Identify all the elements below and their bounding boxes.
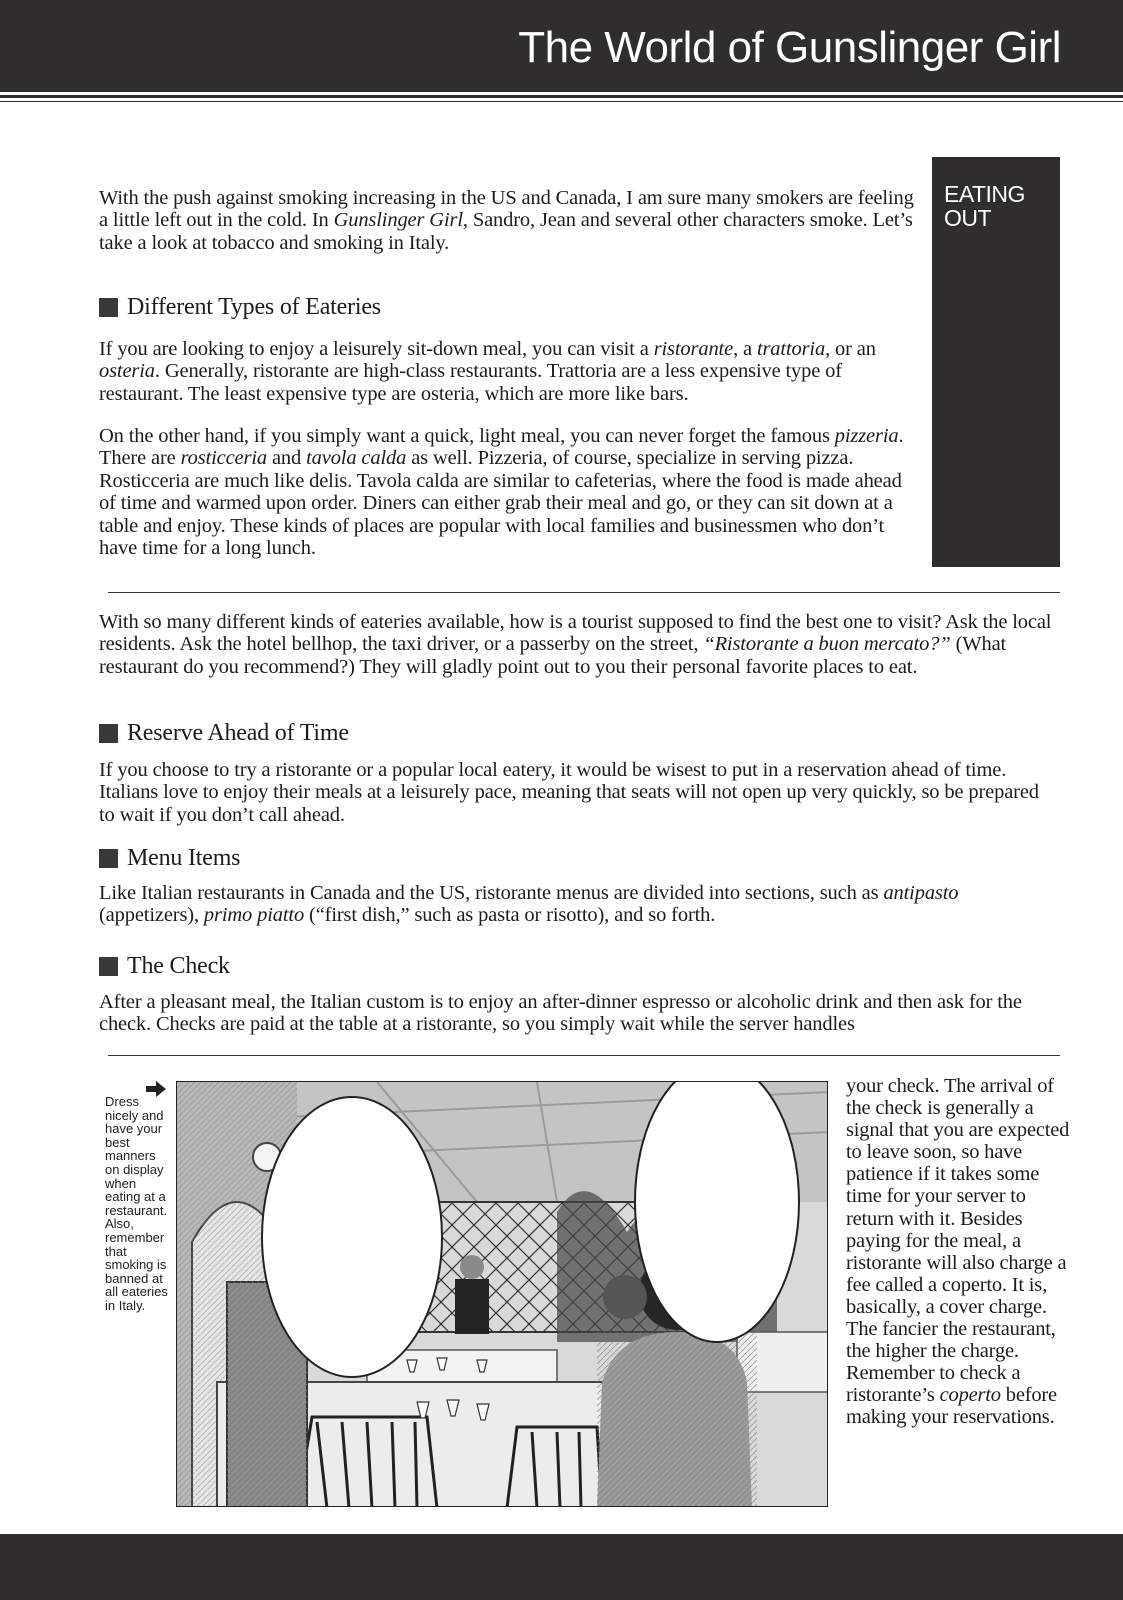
reserve-paragraph: If you choose to try a ristorante or a popular local eatery, it would be wisest to put in a reservation ahead of time. Italians love to enjoy their meals at a leisurely pace, meaning that seats will not open up very quickly, so be prepared to wait if you don’t call ahead.	[99, 759, 1039, 826]
header-rule	[0, 95, 1123, 98]
divider	[108, 1055, 1060, 1056]
section-heading-menu: Menu Items	[99, 845, 240, 871]
section-heading-reserve: Reserve Ahead of Time	[99, 720, 349, 746]
divider	[108, 592, 1060, 593]
manga-panel-illustration	[176, 1081, 828, 1507]
restaurant-scene-image	[177, 1082, 828, 1507]
eateries-paragraph-2: On the other hand, if you simply want a quick, light meal, you can never forget the famous pizzeria. There are rosticceria and tavola calda as well. Pizzeria, of course, specialize in serving pizza. Rosticceria are much like delis. Tavola calda are similar to cafeterias, where the food is made ahead of time and warmed upon order. Diners can either grab their meal and go, or they can sit down at a table and enjoy. These kinds of places are popular with local families and businessmen who don’t have time for a long lunch.	[99, 425, 904, 560]
heading-bullet-icon	[99, 957, 118, 976]
eateries-paragraph-1: If you are looking to enjoy a leisurely sit-down meal, you can visit a ristorante, a trattoria, or an osteria. Generally, ristorante are high-class restaurants. Trattoria are a less expensive type of restaurant. The least expensive type are osteria, which are more like bars.	[99, 338, 876, 405]
section-heading-check: The Check	[99, 953, 230, 979]
heading-bullet-icon	[99, 849, 118, 868]
section-heading-eateries: Different Types of Eateries	[99, 294, 381, 320]
image-caption: Dress nicely and have your best manners on display when eating at a restaurant. Also, remember that smoking is banned at all eateries in Italy.	[105, 1094, 168, 1313]
footer-bar	[0, 1534, 1123, 1600]
page-title: The World of Gunslinger Girl	[518, 23, 1061, 72]
menu-paragraph: Like Italian restaurants in Canada and the US, ristorante menus are divided into sections, such as antipasto (appetizers), primo piatto (“first dish,” such as pasta or risotto), and so forth.	[99, 882, 959, 927]
check-continued-paragraph: your check. The arrival of the check is generally a signal that you are expected to leave soon, so have patience if it takes some time for your server to return with it. Besides paying for the meal, a ristorante will also charge a fee called a coperto. It is, basically, a cover charge. The fancier the restaurant, the higher the charge. Remember to check a ristorante’s coperto before making your reservations.	[846, 1075, 1070, 1429]
eateries-paragraph-3: With so many different kinds of eateries available, how is a tourist supposed to find the best one to visit? Ask the local residents. Ask the hotel bellhop, the taxi driver, or a passerby on the street, “Ristorante a buon mercato?” (What restaurant do you recommend?) They will gladly point out to you their personal favorite places to eat.	[99, 611, 1052, 678]
check-paragraph: After a pleasant meal, the Italian custom is to enjoy an after-dinner espresso or alcoholic drink and then ask for the check. Checks are paid at the table at a ristorante, so you simply wait while the server handles	[99, 991, 1022, 1036]
side-tab-label: EATING OUT	[944, 181, 1025, 231]
heading-bullet-icon	[99, 298, 118, 317]
intro-paragraph: With the push against smoking increasing in the US and Canada, I am sure many smokers are feeling a little left out in the cold. In Gunslinger Girl, Sandro, Jean and several other characters smoke. Let’s take a look at tobacco and smoking in Italy.	[99, 187, 914, 254]
heading-bullet-icon	[99, 724, 118, 743]
header-rule-thin	[0, 101, 1123, 102]
